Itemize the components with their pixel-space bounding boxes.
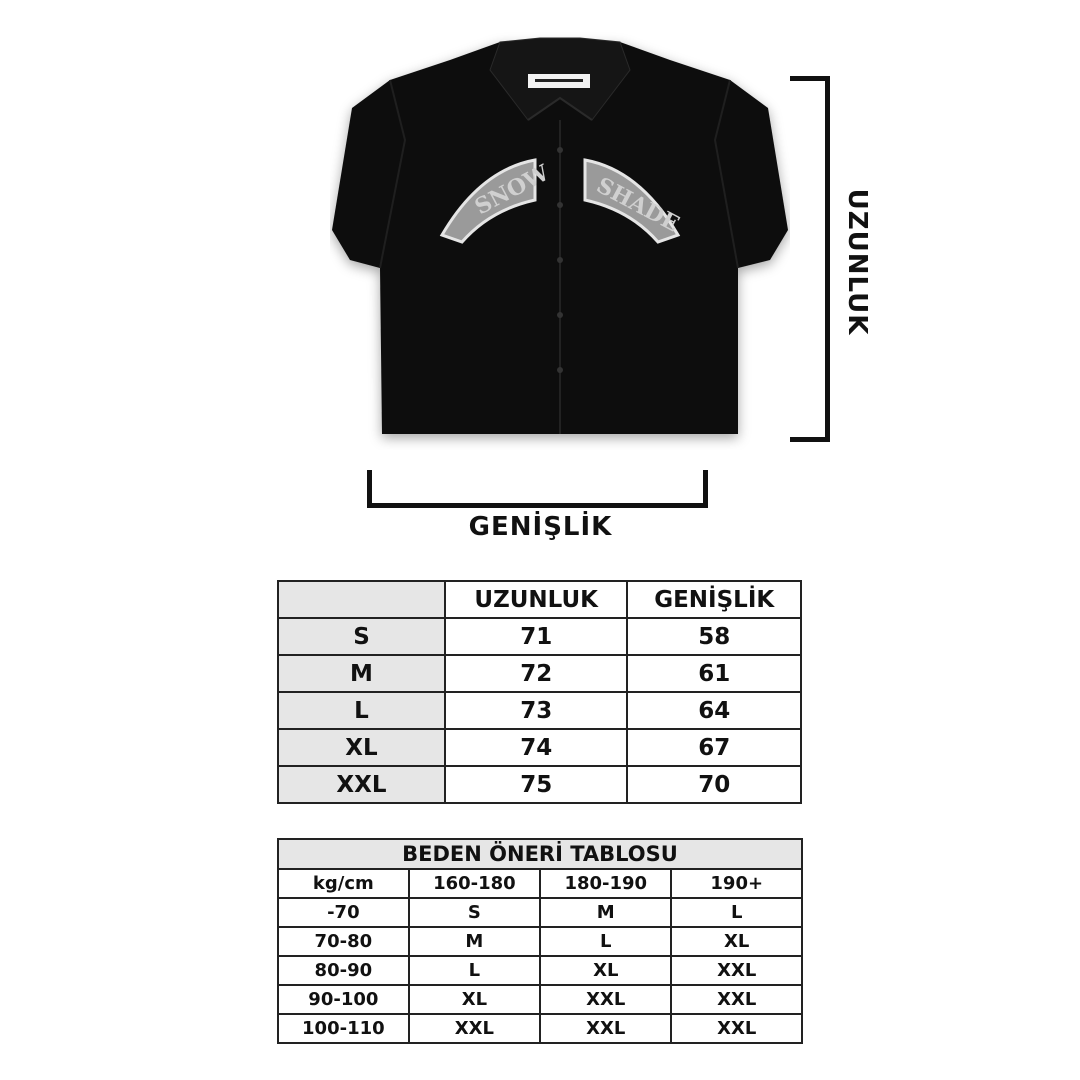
width-cell: 61 — [627, 655, 801, 692]
size-cell: XXL — [278, 766, 445, 803]
length-cell: 74 — [445, 729, 627, 766]
length-cell: 71 — [445, 618, 627, 655]
header-height-range: 190+ — [671, 869, 802, 898]
svg-text:SNOW: SNOW — [470, 159, 554, 221]
table-row — [278, 985, 802, 1014]
length-cell: 75 — [445, 766, 627, 803]
weight-cell: 80-90 — [278, 956, 409, 985]
size-cell: XXL — [671, 956, 802, 985]
svg-text:SHADE: SHADE — [592, 172, 684, 238]
width-bracket — [367, 470, 708, 508]
size-table-header — [278, 581, 801, 618]
size-cell: XXL — [671, 1014, 802, 1043]
size-cell: XXL — [540, 1014, 671, 1043]
length-label: UZUNLUK — [842, 188, 872, 336]
width-cell: 64 — [627, 692, 801, 729]
weight-cell: 100-110 — [278, 1014, 409, 1043]
size-cell: XL — [278, 729, 445, 766]
size-cell: XXL — [671, 985, 802, 1014]
size-cell: XL — [409, 985, 540, 1014]
size-cell: L — [409, 956, 540, 985]
product-image — [330, 30, 790, 450]
weight-cell: 70-80 — [278, 927, 409, 956]
width-cell: 70 — [627, 766, 801, 803]
size-cell: L — [278, 692, 445, 729]
header-weight-height: kg/cm — [278, 869, 409, 898]
table-row — [278, 766, 801, 803]
size-cell: XXL — [409, 1014, 540, 1043]
header-height-range: 160-180 — [409, 869, 540, 898]
size-cell: S — [409, 898, 540, 927]
table-row — [278, 927, 802, 956]
length-cell: 73 — [445, 692, 627, 729]
recommendation-title: BEDEN ÖNERİ TABLOSU — [278, 839, 802, 869]
size-cell: L — [671, 898, 802, 927]
size-cell: M — [278, 655, 445, 692]
size-cell: XXL — [540, 985, 671, 1014]
size-cell: M — [409, 927, 540, 956]
table-row — [278, 1014, 802, 1043]
size-header-length: UZUNLUK — [445, 581, 627, 618]
size-cell: S — [278, 618, 445, 655]
length-cell: 72 — [445, 655, 627, 692]
table-row — [278, 655, 801, 692]
size-header-width: GENİŞLİK — [627, 581, 801, 618]
recommendation-header — [278, 869, 802, 898]
width-cell: 58 — [627, 618, 801, 655]
size-cell: L — [540, 927, 671, 956]
width-cell: 67 — [627, 729, 801, 766]
table-row — [278, 618, 801, 655]
weight-cell: -70 — [278, 898, 409, 927]
length-bracket — [790, 76, 830, 442]
table-row — [278, 692, 801, 729]
header-height-range: 180-190 — [540, 869, 671, 898]
table-row — [278, 729, 801, 766]
size-cell: M — [540, 898, 671, 927]
width-label: GENİŞLİK — [468, 512, 613, 542]
table-row — [278, 956, 802, 985]
size-header-empty — [278, 581, 445, 618]
weight-cell: 90-100 — [278, 985, 409, 1014]
table-row — [278, 898, 802, 927]
size-table — [277, 580, 802, 804]
size-cell: XL — [540, 956, 671, 985]
recommendation-table — [277, 838, 803, 1044]
size-cell: XL — [671, 927, 802, 956]
